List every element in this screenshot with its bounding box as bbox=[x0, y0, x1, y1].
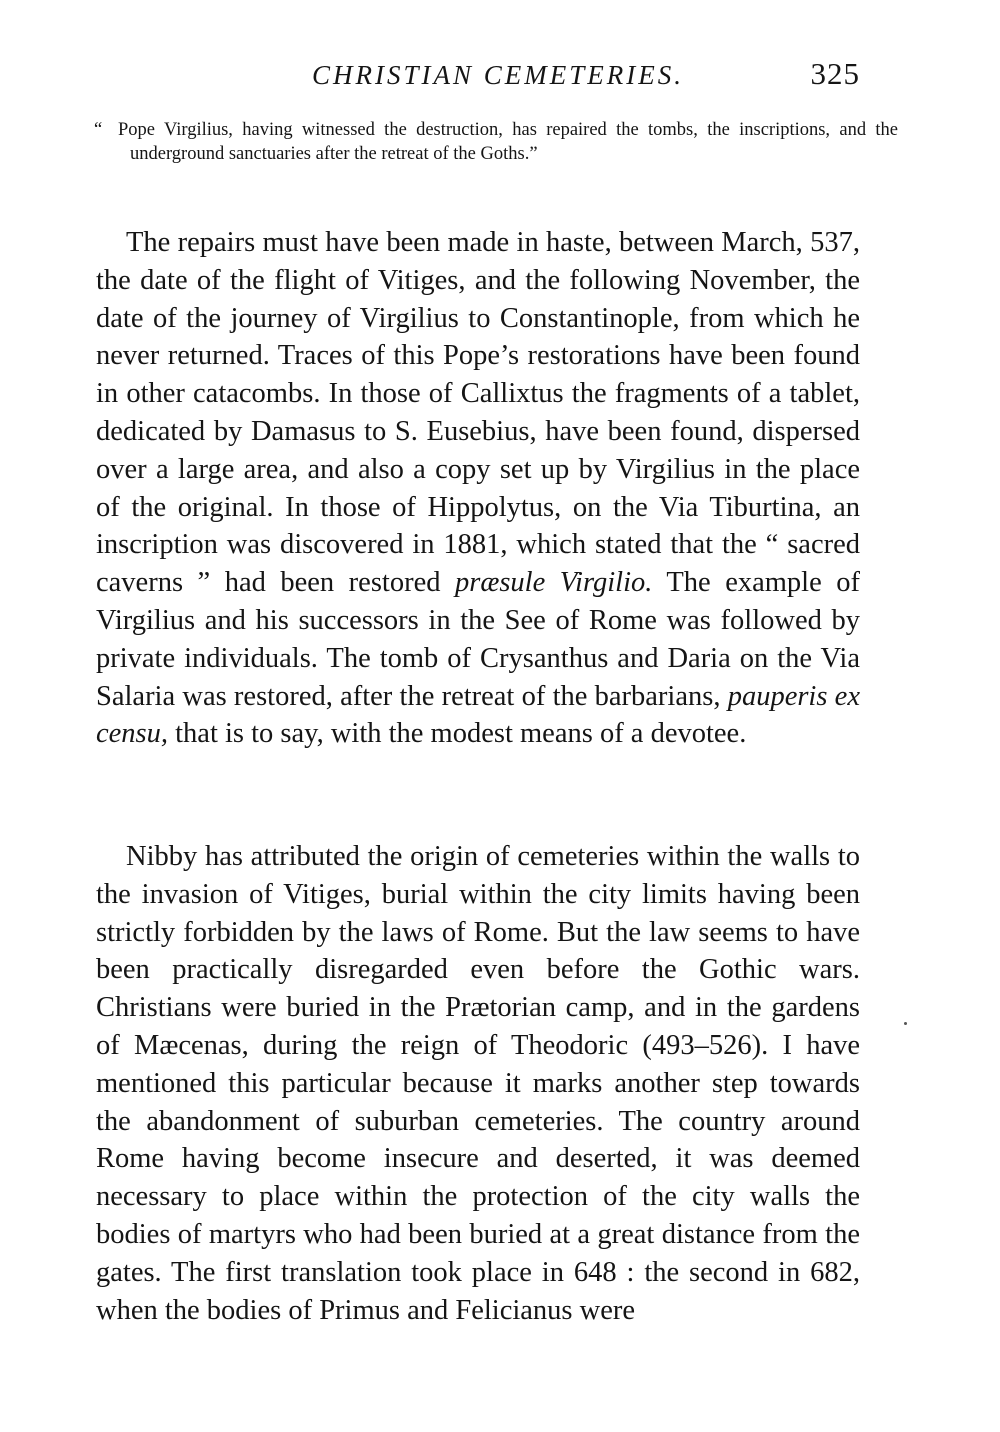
block-quote bbox=[94, 118, 898, 166]
page-number: 325 bbox=[810, 56, 860, 91]
quote-text: Pope Virgilius, having witnessed the destruction, has repaired the tombs, the inscriptions, and the underground sanctuaries after the retreat of the Goths.” bbox=[118, 120, 898, 164]
running-head bbox=[96, 56, 860, 100]
paragraph-1-text-a: The repairs must have been made in haste, between March, 537, the date of the flight of Vitiges, and the following November, the date of the journey of Virgilius to Constantinople, from which he never returned. Traces of this Pope’s restorations have been found in other catacombs. In those of Callixtus the fragments of a tablet, dedicated by Damasus to S. Eusebius, have been found, dispersed over a large area, and also a copy set up by Virgilius in the place of the original. In those of Hippolytus, on the Via Tiburtina, an inscription was discovered in 1881, which stated that the “ sacred caverns ” had been restored bbox=[96, 227, 860, 599]
paragraph-1-latin-b: pauperis ex censu, bbox=[96, 680, 860, 750]
paragraph-2: Nibby has attributed the origin of cemeteries within the walls to the invasion of Vitiges, burial within the city limits having been strictly forbidden by the laws of Rome. But the law seems to have been practically disregarded even before the Gothic wars. Christians were buried in the Prætorian camp, and in the gardens of Mæcenas, during the reign of Theodoric (493–526). I have mentioned this particular because it marks another step towards the abandonment of suburban cemeteries. The country around Rome having become insecure and deserted, it was deemed necessary to place within the protection of the city walls the bodies of martyrs who had been buried at a great distance from the gates. The first translation took place in 648 : the second in 682, when the bodies of Primus and Felicianus were bbox=[96, 841, 860, 1326]
paragraph-1-text-c: that is to say, with the modest means of a devotee. bbox=[168, 718, 747, 750]
running-title: CHRISTIAN CEMETERIES. bbox=[312, 60, 684, 90]
paragraph-1-latin-a: præsule Virgilio. bbox=[454, 567, 653, 599]
paragraph-1-text-b: The example of Virgilius and his successors in the See of Rome was followed by private individuals. The tomb of Crysanthus and Daria on the Via Salaria was restored, after the retreat of the barbarians, bbox=[96, 567, 860, 712]
paragraph-1 bbox=[96, 224, 860, 753]
print-speck bbox=[904, 1022, 907, 1025]
quote-open-mark: “ bbox=[94, 120, 103, 140]
